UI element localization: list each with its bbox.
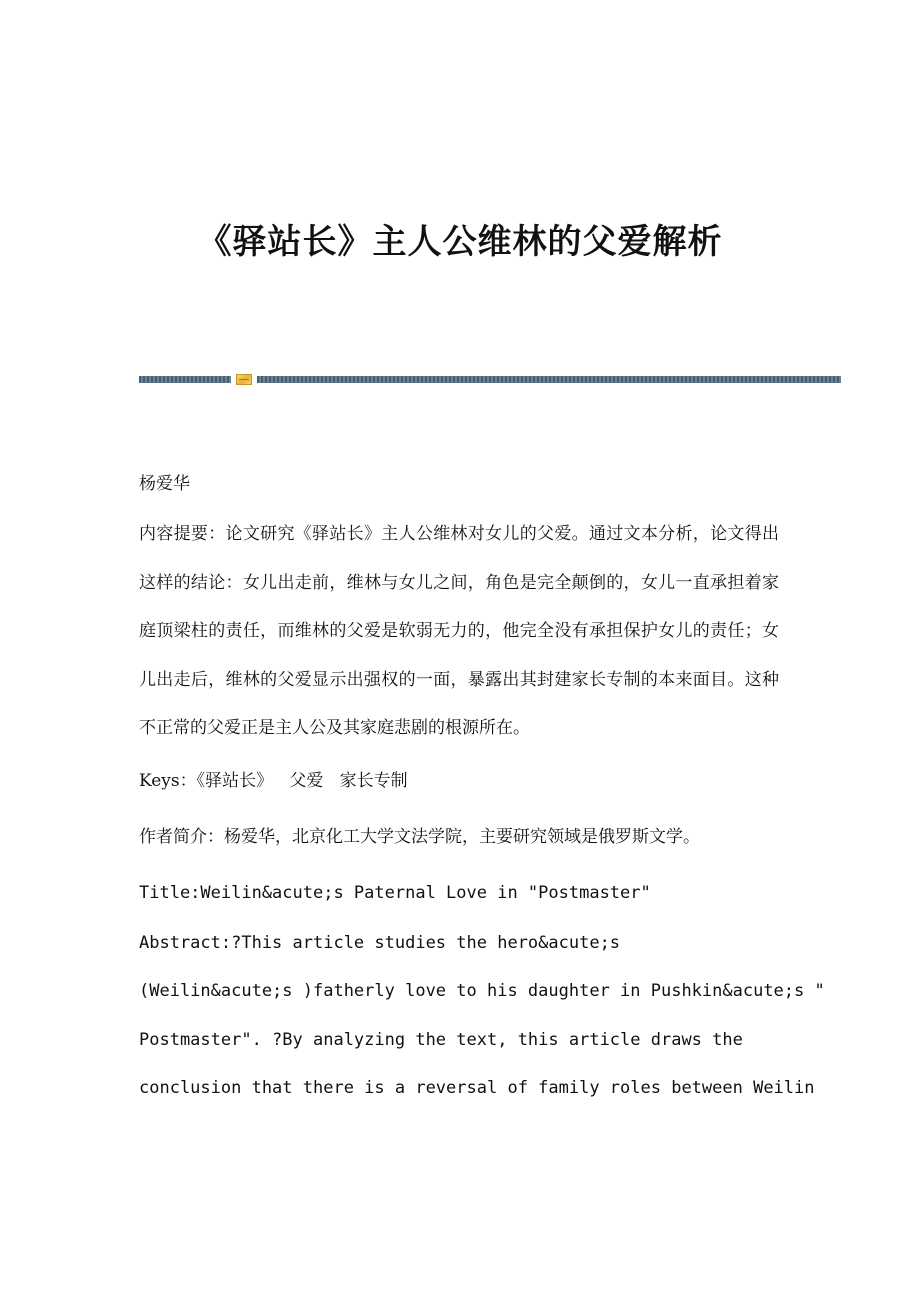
english-title: Title:Weilin&acute;s Paternal Love in "Postmaster" [139, 882, 651, 903]
abstract-en-line: conclusion that there is a reversal of family roles between Weilin [139, 1078, 815, 1098]
abstract-cn-text: 论文研究《驿站长》主人公维林对女儿的父爱。通过文本分析，论文得出这样的结论：女儿出走前，维林与女儿之间，角色是完全颠倒的，女儿一直承担着家庭顶梁柱的责任，而维林的父爱是软弱无力的，他完全没有承担保护女儿的责任；女儿出走后，维林的父爱显示出强权的一面，暴露出其封建家长专制的本来面目。这种不正常的父爱正是主人公及其家庭悲剧的根源所在。 [139, 524, 780, 738]
abstract-cn-label: 内容提要： [139, 524, 226, 544]
keywords-line [139, 763, 779, 799]
author-intro-text: 杨爱华，北京化工大学文法学院，主要研究领域是俄罗斯文学。 [224, 826, 700, 847]
title-divider [139, 374, 841, 386]
divider-ornament-icon [236, 374, 252, 385]
abstract-en-line: Postmaster". ?By analyzing the text, this article draws the [139, 1029, 743, 1050]
keyword-item: 家长专制 [339, 770, 408, 791]
keyword-item: 父爱 [289, 770, 324, 791]
author-intro [139, 819, 779, 855]
author-intro-label: 作者简介： [139, 826, 224, 847]
paper-body [139, 466, 825, 1113]
divider-bar-left [139, 376, 231, 383]
abstract-chinese [139, 510, 779, 753]
author-name: 杨爱华 [139, 474, 190, 494]
divider-bar-right [257, 376, 841, 383]
abstract-en-line: (Weilin&acute;s )fatherly love to his daughter in Pushkin&acute;s " [139, 981, 825, 1001]
abstract-en-line: Abstract:?This article studies the hero&acute;s [139, 932, 621, 953]
page-title: 《驿站长》主人公维林的父爱解析 [197, 222, 723, 262]
keywords-label: Keys： [139, 770, 197, 791]
keyword-item: 《驿站长》 [196, 770, 274, 791]
abstract-english [139, 919, 825, 1113]
